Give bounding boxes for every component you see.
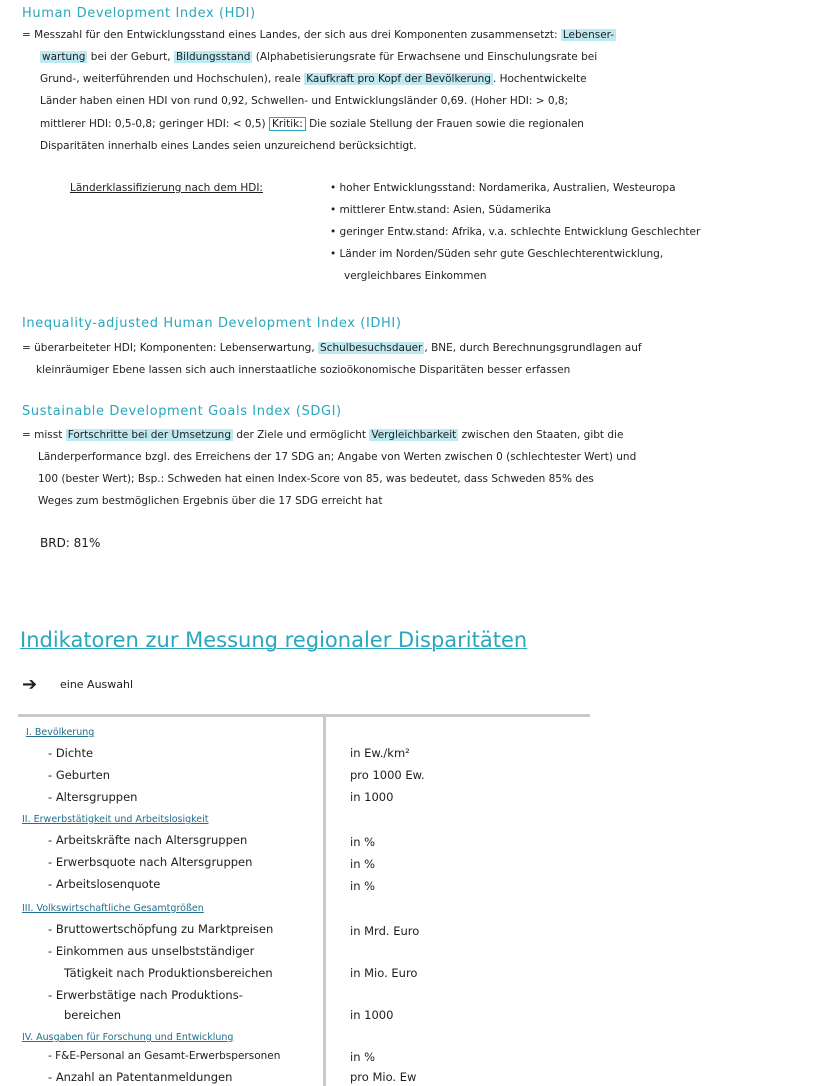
- table-row: - Anzahl an Patentanmeldungen: [48, 1070, 233, 1084]
- arrow-right-icon: ➔: [22, 674, 38, 695]
- section-title: I. Bevölkerung: [26, 727, 95, 738]
- table-row: - Erwerbsquote nach Altersgruppen: [48, 855, 253, 869]
- hdi-classification-5: vergleichbares Einkommen: [344, 270, 487, 282]
- hdi-title: Human Development Index (HDI): [22, 6, 256, 21]
- sdgi-line-4: Weges zum bestmöglichen Ergebnis über die 17 SDG erreicht hat: [38, 495, 383, 507]
- ihdi-line-1: = überarbeiteter HDI; Komponenten: Lebenserwartung, Schulbesuchsdauer , BNE, durch Berechnungsgrundlagen auf: [22, 342, 642, 354]
- table-row-unit: pro 1000 Ew.: [350, 768, 425, 782]
- hdi-line-3: Grund-, weiterführenden und Hochschulen), reale Kaufkraft pro Kopf der Bevölkerung . Hochentwickelte: [40, 73, 587, 85]
- hdi-classification-3: • geringer Entw.stand: Afrika, v.a. schlechte Entwicklung Geschlechter: [330, 226, 701, 238]
- indicators-title: Indikatoren zur Messung regionaler Disparitäten: [20, 628, 528, 652]
- table-row-unit: in Ew./km²: [350, 746, 410, 760]
- section-title: III. Volkswirtschaftliche Gesamtgrößen: [22, 903, 204, 914]
- table-row-unit: in %: [350, 857, 376, 871]
- table-row: - Geburten: [48, 768, 110, 782]
- table-row-unit: in %: [350, 879, 376, 893]
- table-row-continuation: Tätigkeit nach Produktionsbereichen: [64, 966, 273, 980]
- table-row-continuation: bereichen: [64, 1008, 122, 1022]
- hdi-line-6: Disparitäten innerhalb eines Landes seien unzureichend berücksichtigt.: [40, 140, 417, 152]
- sdgi-line-2: Länderperformance bzgl. des Erreichens der 17 SDG an; Angabe von Werten zwischen 0 (schlechtester Wert) und: [38, 451, 637, 463]
- hdi-classification-label: Länderklassifizierung nach dem HDI:: [70, 182, 263, 194]
- hdi-line-5: mittlerer HDI: 0,5-0,8; geringer HDI: < 0,5) Kritik: Die soziale Stellung der Frauen sowie die regionalen: [40, 118, 584, 130]
- hdi-line-4: Länder haben einen HDI von rund 0,92, Schwellen- und Entwicklungsländer 0,69. (Hoher HDI: > 0,8;: [40, 95, 569, 107]
- sdgi-line-3: 100 (bester Wert); Bsp.: Schweden hat einen Index-Score von 85, was bedeutet, dass Schweden 85% des: [38, 473, 594, 485]
- indicators-subtitle: eine Auswahl: [60, 678, 134, 691]
- section-title: IV. Ausgaben für Forschung und Entwicklung: [22, 1032, 234, 1043]
- table-row: - Bruttowertschöpfung zu Marktpreisen: [48, 922, 274, 936]
- sdgi-line-1: = misst Fortschritte bei der Umsetzung der Ziele und ermöglicht Vergleichbarkeit zwischen den Staaten, gibt die: [22, 429, 624, 441]
- table-row-unit: in 1000: [350, 1008, 394, 1022]
- sdgi-title: Sustainable Development Goals Index (SDGI): [22, 404, 342, 419]
- table-row: - Altersgruppen: [48, 790, 138, 804]
- table-row-unit: in Mrd. Euro: [350, 924, 420, 938]
- table-row: - Erwerbstätige nach Produktions-: [48, 988, 243, 1002]
- ihdi-line-2: kleinräumiger Ebene lassen sich auch innerstaatliche sozioökonomische Disparitäten besser erfassen: [36, 364, 571, 376]
- table-row-unit: in %: [350, 1050, 376, 1064]
- table-row-unit: in Mio. Euro: [350, 966, 418, 980]
- table-row: - Einkommen aus unselbstständiger: [48, 944, 255, 958]
- table-top-rule: [18, 714, 590, 717]
- hdi-classification-4: • Länder im Norden/Süden sehr gute Geschlechterentwicklung,: [330, 248, 664, 260]
- sdgi-brd: BRD: 81%: [40, 536, 101, 550]
- ihdi-title: Inequality-adjusted Human Development Index (IDHI): [22, 316, 402, 331]
- table-row: - F&E-Personal an Gesamt-Erwerbspersonen: [48, 1050, 281, 1062]
- table-row-unit: in 1000: [350, 790, 394, 804]
- table-row: - Arbeitslosenquote: [48, 877, 161, 891]
- hdi-line-1: = Messzahl für den Entwicklungsstand eines Landes, der sich aus drei Komponenten zusammensetzt: Lebenser-: [22, 29, 615, 41]
- table-row-unit: in %: [350, 835, 376, 849]
- table-column-divider: [323, 716, 326, 1086]
- table-row: - Arbeitskräfte nach Altersgruppen: [48, 833, 248, 847]
- hdi-line-2: wartung bei der Geburt, Bildungsstand (Alphabetisierungsrate für Erwachsene und Einschulungsrate bei: [42, 51, 598, 63]
- hdi-classification-1: • hoher Entwicklungsstand: Nordamerika, Australien, Westeuropa: [330, 182, 676, 194]
- table-row-unit: pro Mio. Ew: [350, 1070, 417, 1084]
- table-row: - Dichte: [48, 746, 94, 760]
- hdi-classification-2: • mittlerer Entw.stand: Asien, Südamerika: [330, 204, 552, 216]
- section-title: II. Erwerbstätigkeit und Arbeitslosigkeit: [22, 814, 209, 825]
